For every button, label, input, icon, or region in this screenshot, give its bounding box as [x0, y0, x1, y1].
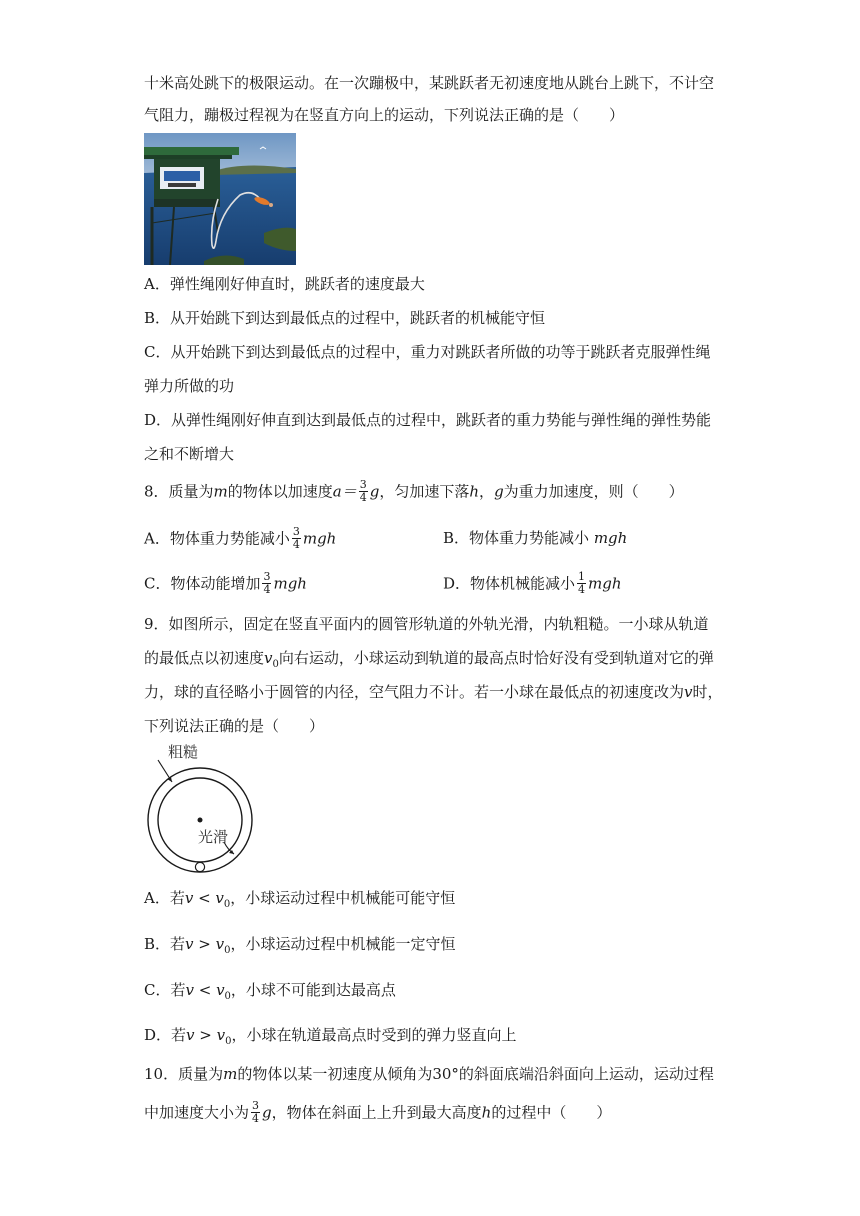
q7-option-b: B．从开始跳下到达到最低点的过程中，跳跃者的机械能守恒: [144, 309, 546, 327]
q7-option-c-line-2: 弹力所做的功: [144, 377, 235, 395]
q8-stem: 8．质量为m的物体以加速度a＝ $\frac{3}{4}$ g，匀加速下落h，g为重力加速度，则（ ）: [144, 478, 684, 504]
q8-option-d: D．物体机械能减小 $\frac{1}{4}$ mgh: [443, 570, 622, 596]
q7-text-line-1: 十米高处跳下的极限运动。在一次蹦极中，某跳跃者无初速度地从跳台上跳下，不计空: [144, 74, 715, 92]
q9-option-d: D．若$v > v_0$，小球在轨道最高点时受到的弹力竖直向上: [144, 1026, 517, 1047]
q10-stem-line-2: 中加速度大小为 $\frac{3}{4}$ g，物体在斜面上上升到最大高度h的过程中（ ）: [144, 1099, 612, 1125]
label-rough: 粗糙: [168, 743, 199, 761]
q9-option-b: B．若$v > v_0$，小球运动过程中机械能一定守恒: [144, 935, 456, 956]
q7-option-d-line-1: D．从弹性绳刚好伸直到达到最低点的过程中，跳跃者的重力势能与弹性绳的弹性势能: [144, 411, 712, 429]
q8-fraction: $\frac{3}{4}$: [359, 478, 367, 504]
q10-stem-line-1: 10．质量为m的物体以某一初速度从倾角为30°的斜面底端沿斜面向上运动，运动过程: [144, 1065, 714, 1083]
q8-option-b: B．物体重力势能减小 mgh: [443, 529, 628, 547]
q9-stem-line-3: 力，球的直径略小于圆管的内径，空气阻力不计。若一小球在最低点的初速度改为v时，: [144, 683, 723, 701]
q7-option-a: A．弹性绳刚好伸直时，跳跃者的速度最大: [144, 275, 425, 293]
q9-stem-line-1: 9．如图所示，固定在竖直平面内的圆管形轨道的外轨光滑，内轨粗糙。一小球从轨道: [144, 615, 709, 633]
q9-stem-line-2: 的最低点以初速度$v_0$向右运动，小球运动到轨道的最高点时恰好没有受到轨道对它的弹: [144, 649, 714, 670]
q7-option-d-line-2: 之和不断增大: [144, 445, 235, 463]
circular-tube-diagram: [144, 742, 256, 874]
q9-option-c: C．若$v < v_0$，小球不可能到达最高点: [144, 981, 396, 1002]
label-smooth: 光滑: [198, 828, 229, 846]
q7-text-line-2: 气阻力，蹦极过程视为在竖直方向上的运动，下列说法正确的是（ ）: [144, 106, 625, 124]
q7-option-c-line-1: C．从开始跳下到达到最低点的过程中，重力对跳跃者所做的功等于跳跃者克服弹性绳: [144, 343, 711, 361]
q9-stem-line-4: 下列说法正确的是（ ）: [144, 717, 325, 735]
bungee-photo: [144, 133, 296, 265]
q10-fraction: $\frac{3}{4}$: [252, 1099, 260, 1125]
q9-option-a: A．若$v < v_0$，小球运动过程中机械能可能守恒: [144, 889, 456, 910]
q8-option-c: C．物体动能增加 $\frac{3}{4}$ mgh: [144, 570, 307, 596]
q8-option-a: A．物体重力势能减小 $\frac{3}{4}$ mgh: [144, 525, 337, 551]
